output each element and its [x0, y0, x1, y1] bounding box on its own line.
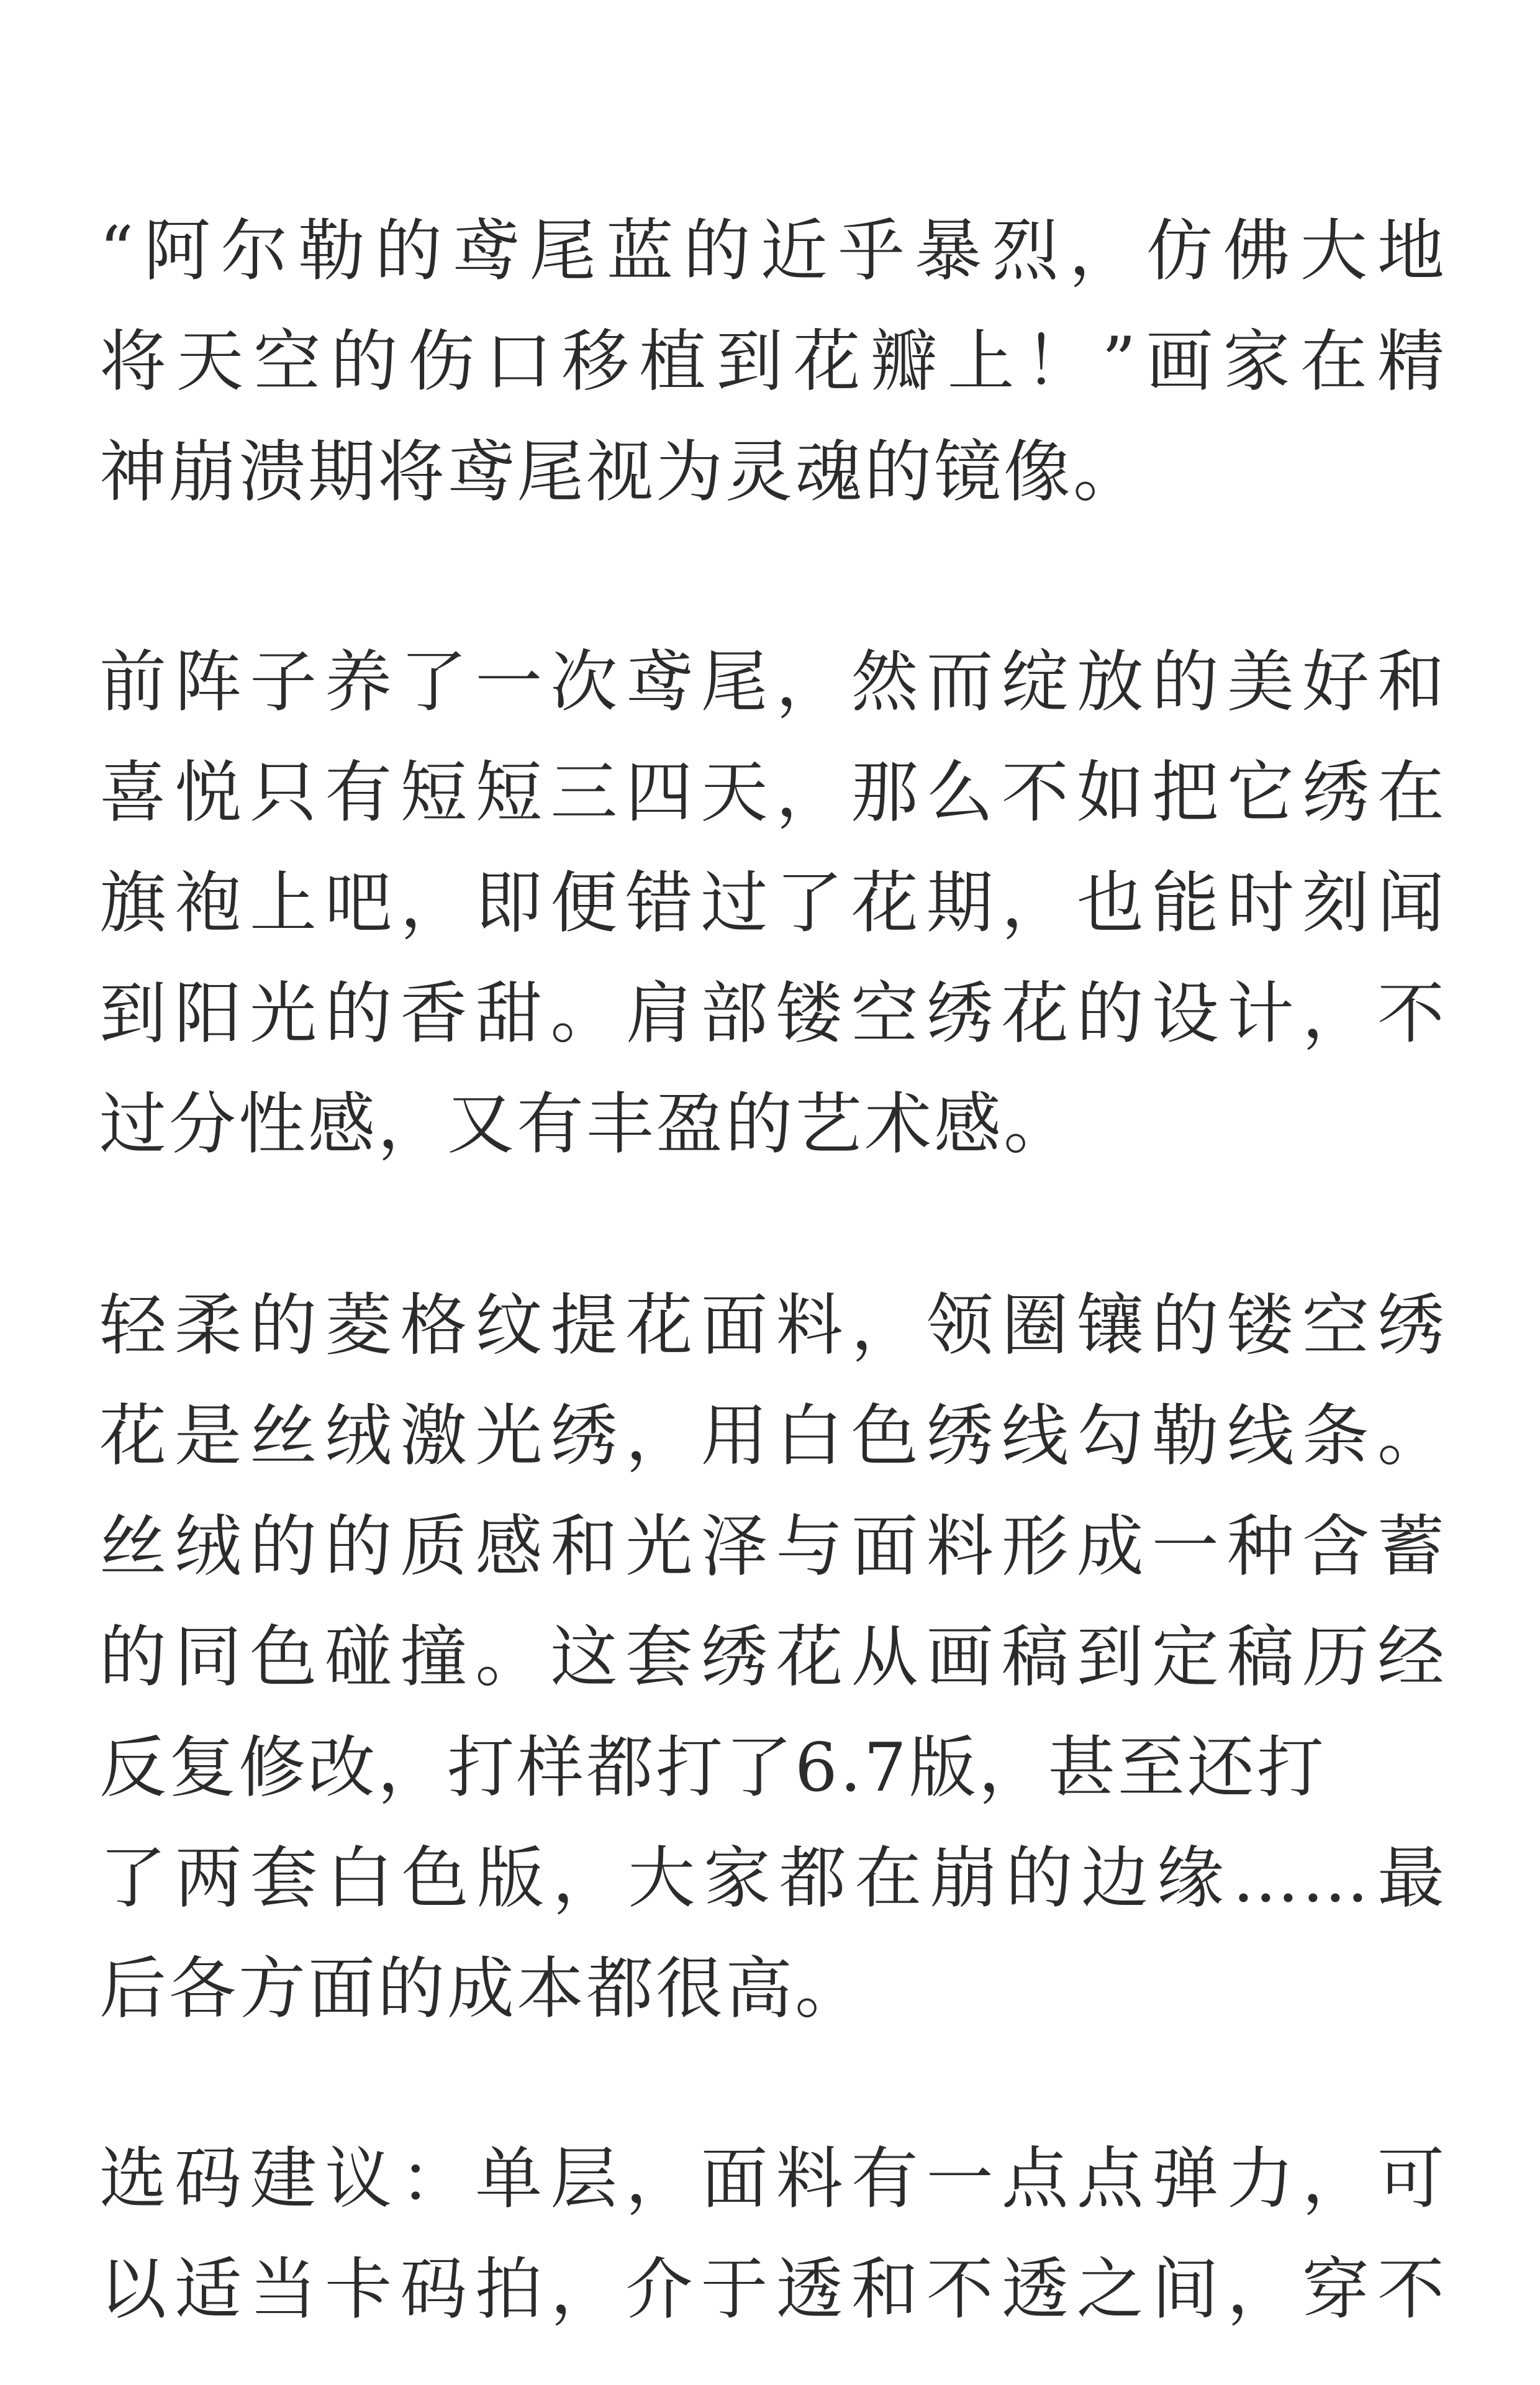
text-line: 旗袍上吧，即便错过了花期，也能时刻闻 [99, 865, 1447, 942]
text-line: 过分性感，又有丰盈的艺术感。 [99, 1086, 1074, 1163]
text-line: 以适当卡码拍，介于透和不透之间，穿不 [99, 2251, 1447, 2328]
paragraph-iris-embroidery [99, 627, 1447, 1180]
paragraph-van-gogh-iris [99, 196, 1447, 528]
text-line: 喜悦只有短短三四天，那么不如把它绣在 [99, 754, 1447, 832]
paragraph-size-advice [99, 2124, 1447, 2345]
text-line: 反复修改，打样都打了6.7版，甚至还打 [99, 1729, 1326, 1807]
text-line: 将天空的伤口移植到花瓣上！”画家在精 [99, 323, 1447, 401]
text-line: 丝绒的的质感和光泽与面料形成一种含蓄 [99, 1508, 1447, 1586]
text-line: 神崩溃期将鸢尾视为灵魂的镜像。 [99, 434, 1143, 511]
text-line: 的同色碰撞。这套绣花从画稿到定稿历经 [99, 1619, 1447, 1696]
text-line: 后各方面的成本都很高。 [99, 1950, 865, 2028]
text-line: 到阳光的香甜。肩部镂空绣花的设计，不 [99, 975, 1447, 1053]
text-line: 前阵子养了一次鸢尾，然而绽放的美好和 [99, 643, 1447, 721]
text-line: 选码建议：单层，面料有一点点弹力，可 [99, 2140, 1447, 2218]
text-line: 花是丝绒激光绣，用白色绣线勾勒线条。 [99, 1397, 1447, 1475]
text-line: 了两套白色版，大家都在崩的边缘……最 [99, 1840, 1447, 1917]
text-line: “阿尔勒的鸢尾蓝的近乎暴烈，仿佛大地 [99, 212, 1447, 290]
text-line: 轻柔的菱格纹提花面料，领圈镶的镂空绣 [99, 1287, 1447, 1365]
paragraph-fabric-details [99, 1271, 1447, 2045]
